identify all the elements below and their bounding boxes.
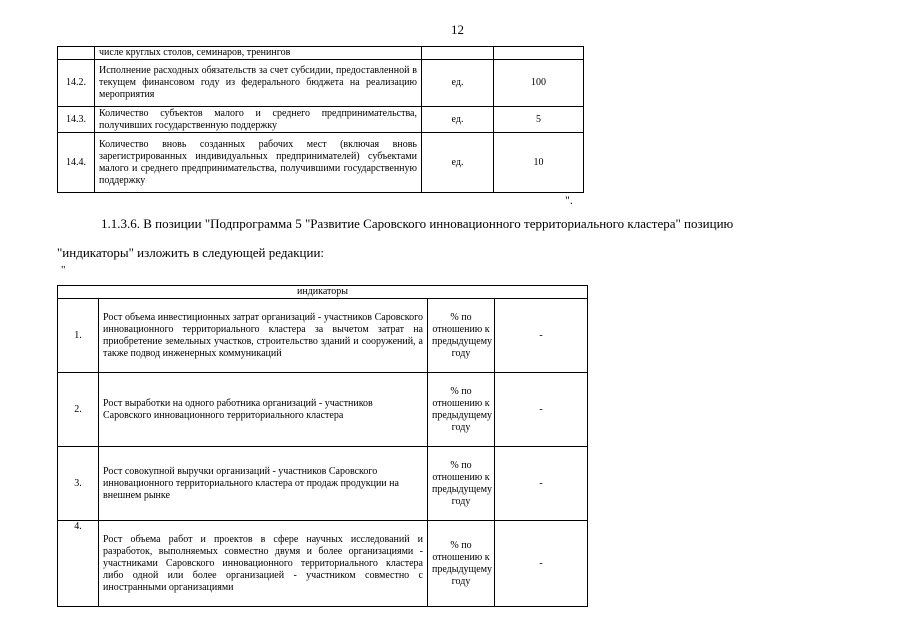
indicator-text: Рост совокупной выручки организаций - участников Саровского инновационного территориального кластера от продаж продукции на внешнем рынке [99, 447, 428, 521]
row-number [58, 47, 95, 60]
row-number: 1. [58, 299, 99, 373]
value-cell: - [495, 299, 588, 373]
indicator-text: Исполнение расходных обязательств за счет субсидии, предоставленной в текущем финансовом году из федерального бюджета на реализацию мероприятия [95, 60, 422, 107]
unit-cell: ед. [422, 133, 494, 193]
row-number: 2. [58, 373, 99, 447]
table-header: индикаторы [58, 286, 588, 299]
value-cell: 10 [494, 133, 584, 193]
unit-cell: % по отношению к предыдущему году [428, 521, 495, 607]
table-row [58, 107, 584, 133]
value-cell [494, 47, 584, 60]
page-number: 12 [451, 22, 464, 37]
value-cell: 100 [494, 60, 584, 107]
indicator-text: числе круглых столов, семинаров, тренингов [95, 47, 422, 60]
value-cell: 5 [494, 107, 584, 133]
indicator-text: Рост выработки на одного работника организаций - участников Саровского инновационного территориального кластера [99, 373, 428, 447]
unit-cell [422, 47, 494, 60]
table-row [58, 521, 588, 607]
table-row [58, 447, 588, 521]
opening-quote: " [61, 264, 66, 276]
cluster-indicators-table [57, 285, 588, 607]
table-row [58, 60, 584, 107]
row-number: 4. [58, 521, 99, 607]
unit-cell: % по отношению к предыдущему году [428, 299, 495, 373]
value-cell: - [495, 373, 588, 447]
table-row [58, 47, 584, 60]
row-number: 14.2. [58, 60, 95, 107]
indicator-text: Количество субъектов малого и среднего предпринимательства, получивших государственную поддержку [95, 107, 422, 133]
unit-cell: % по отношению к предыдущему году [428, 447, 495, 521]
indicator-text: Рост объема работ и проектов в сфере научных исследований и разработок, выполняемых совместно двумя и более организациями - участниками Саровского инновационного территориального кластера либо одной или более организацией - участником совместно с иностранными организациями [99, 521, 428, 607]
table-row [58, 373, 588, 447]
unit-cell: ед. [422, 60, 494, 107]
table-row [58, 133, 584, 193]
indicator-text: Количество вновь созданных рабочих мест (включая вновь зарегистрированных индивидуальных предпринимателей) субъектами малого и среднего предпринимательства, получившими государственную поддержку [95, 133, 422, 193]
row-number: 14.4. [58, 133, 95, 193]
closing-quote: ". [565, 193, 573, 207]
unit-cell: % по отношению к предыдущему году [428, 373, 495, 447]
program-indicators-table [57, 46, 584, 193]
table-row [58, 299, 588, 373]
value-cell: - [495, 447, 588, 521]
paragraph-line-2: "индикаторы" изложить в следующей редакции: [57, 245, 325, 260]
row-number: 3. [58, 447, 99, 521]
indicator-text: Рост объема инвестиционных затрат организаций - участников Саровского инновационного территориального кластера за вычетом затрат на приобретение земельных участков, строительство зданий и сооружений, а также подвод инженерных коммуникаций [99, 299, 428, 373]
paragraph-line-1: 1.1.3.6. В позиции "Подпрограмма 5 "Развитие Саровского инновационного территориального кластера" позицию [101, 216, 734, 231]
table-header-row [58, 286, 588, 299]
unit-cell: ед. [422, 107, 494, 133]
value-cell: - [495, 521, 588, 607]
row-number: 14.3. [58, 107, 95, 133]
